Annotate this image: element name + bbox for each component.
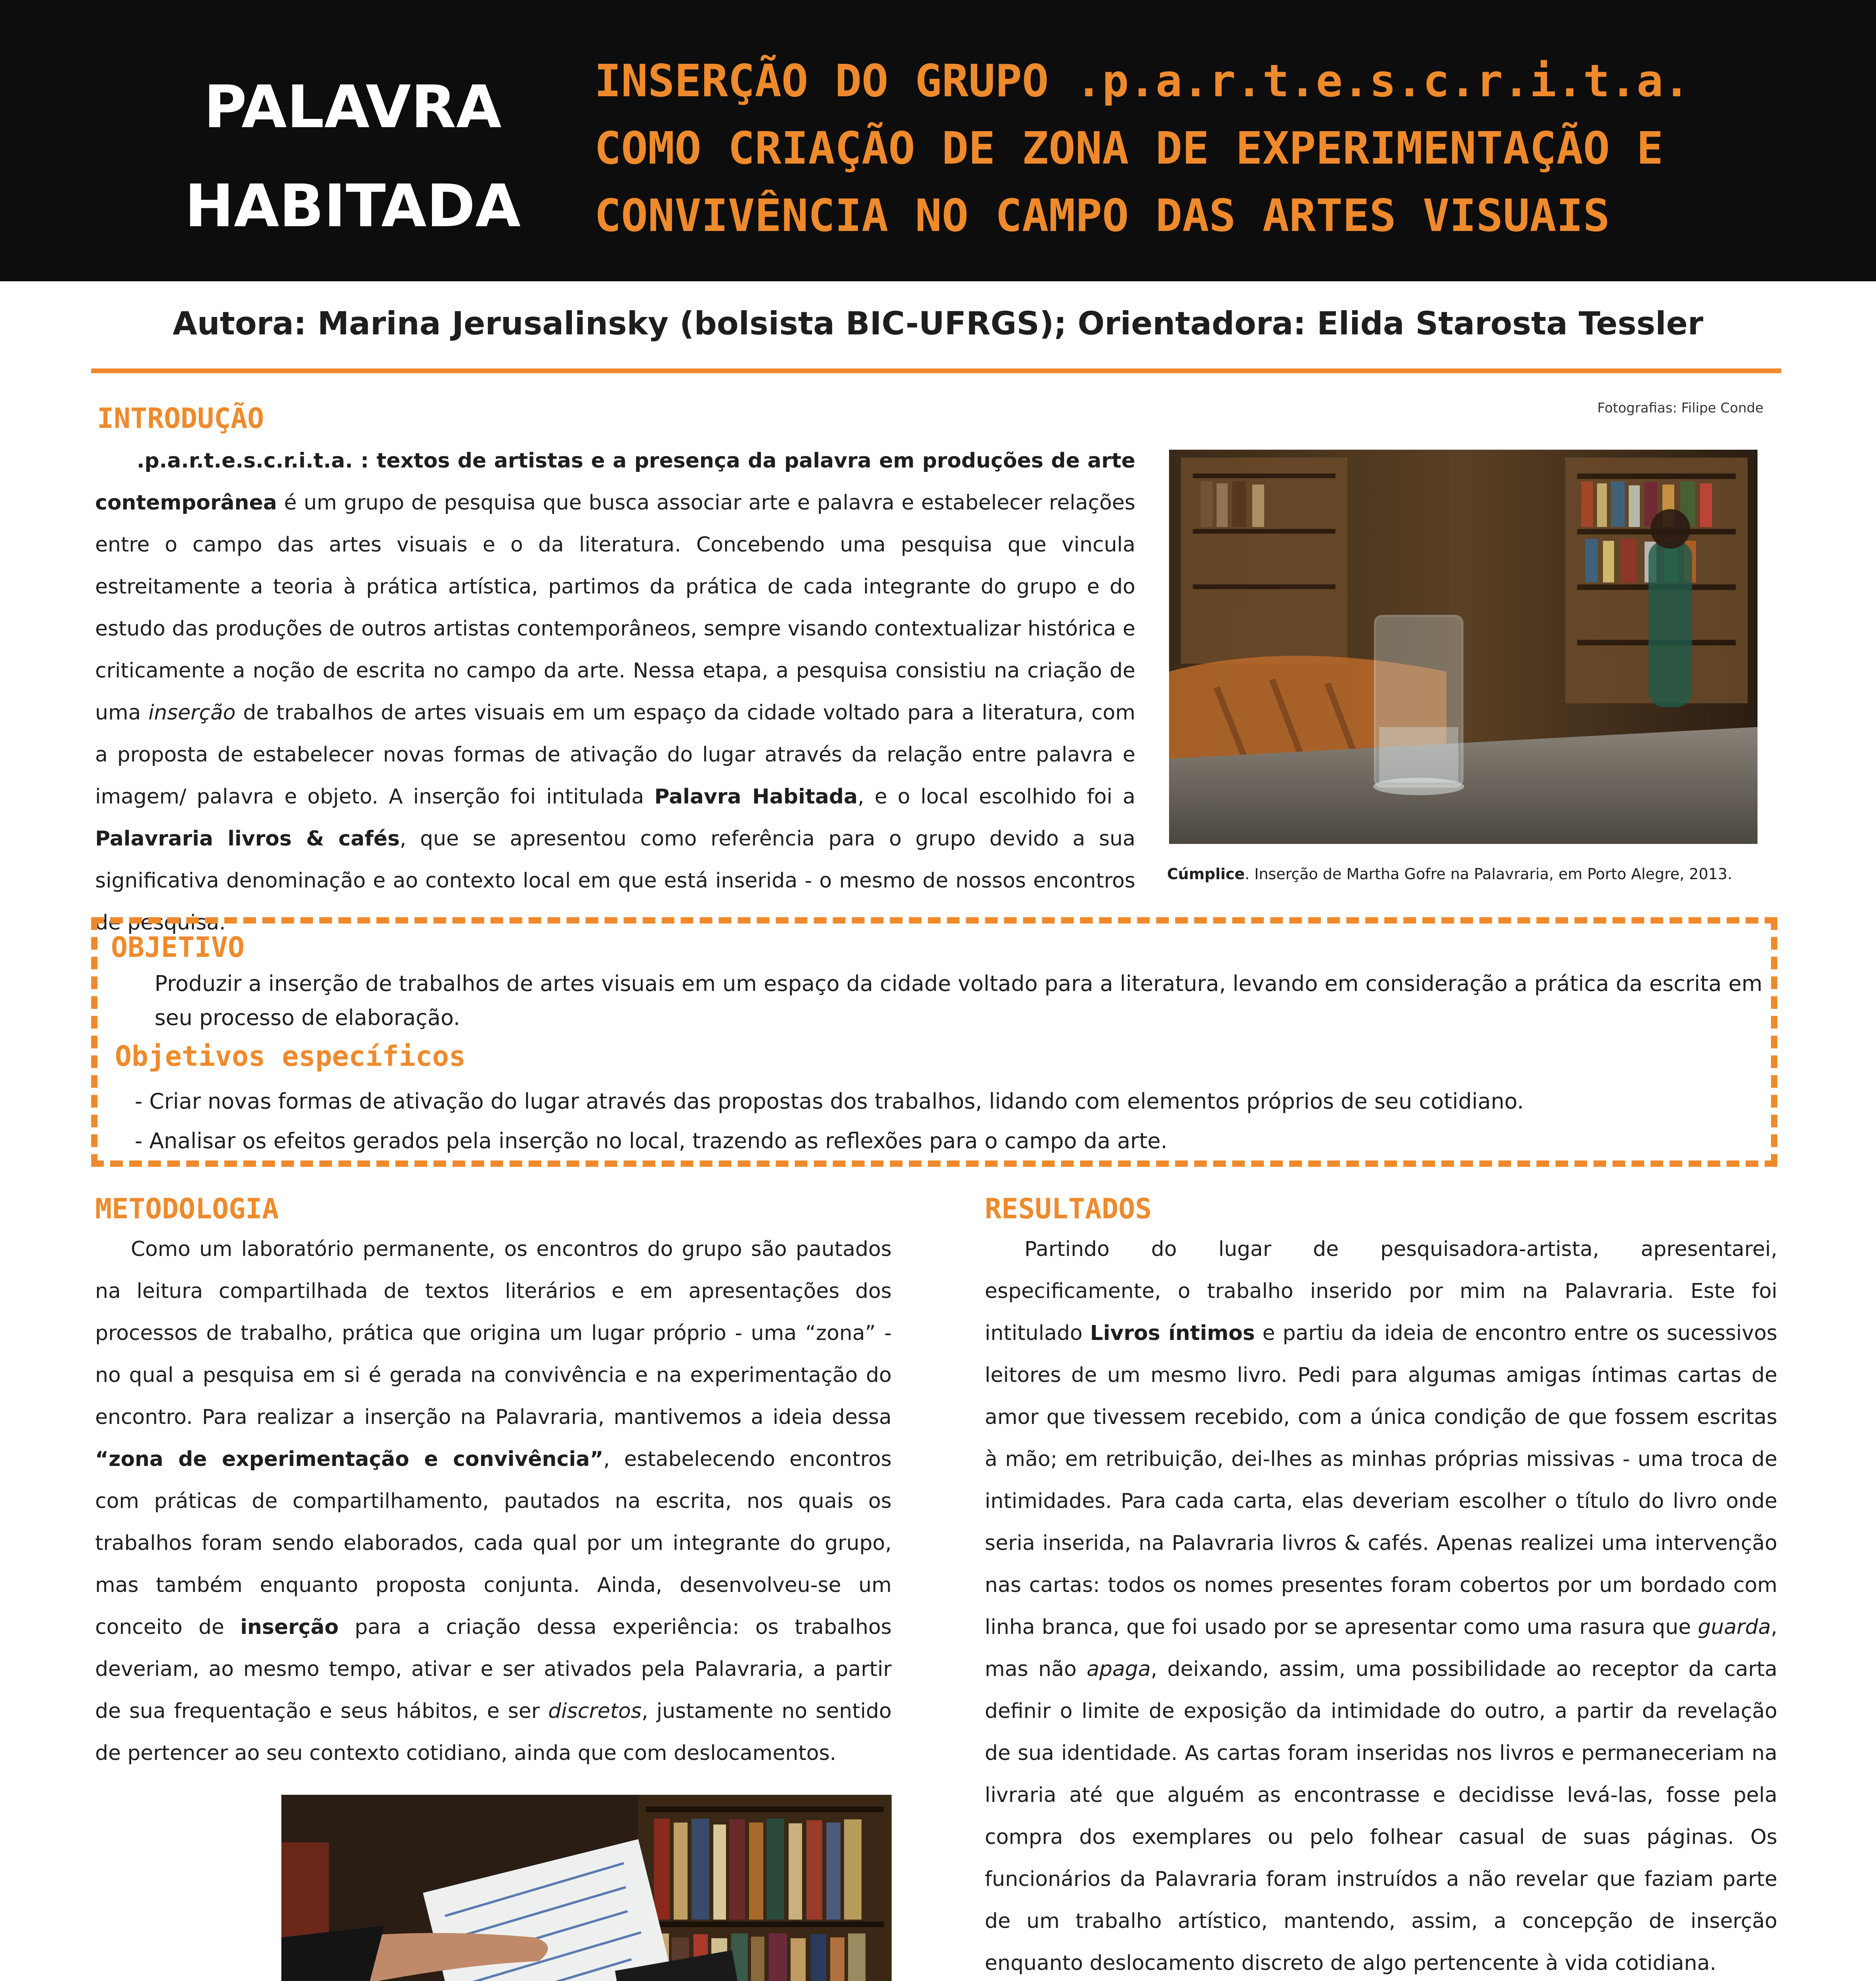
- poster-title: [594, 48, 1863, 250]
- intro-lead: .p.a.r.t.e.s.c.r.i.t.a. : textos de artistas e a presença da palavra em produções de arte contemporânea: [95, 449, 1135, 515]
- list-item: - Analisar os efeitos gerados pela inserção no local, trazendo as reflexões para o campo da arte.: [135, 1128, 1167, 1153]
- divider: [91, 368, 1781, 373]
- title-line-1: INSERÇÃO DO GRUPO .p.a.r.t.e.s.c.r.i.t.a.: [594, 55, 1690, 107]
- section-heading-resultados: RESULTADOS: [985, 1193, 1152, 1225]
- photo-livros-intimos: [281, 1795, 892, 1981]
- resultados-text: Partindo do lugar de pesquisadora-artista, apresentarei, especificamente, o trabalho inserido por mim na Palavraria. Este foi intitulado Livros íntimos e partiu da ideia de encontro entre os sucessivos leitores de um mesmo livro. Pedi para algumas amigas íntimas cartas de amor que tivessem recebido, com a única condição de que fossem escritas à mão; em retribuição, dei-lhes as minhas próprias missivas - uma troca de intimidades. Para cada carta, elas deveriam escolher o título do livro onde seria inserida, na Palavraria livros & cafés. Apenas realizei uma intervenção nas cartas: todos os nomes presentes foram cobertos por um bordado com linha branca, que foi usado por se apresentar como uma rasura que guarda, mas não apaga, deixando, assim, uma possibilidade ao receptor da carta definir o limite de exposição da intimidade do outro, a partir da revelação de sua identidade. As cartas foram inseridas nos livros e permaneceriam na livraria até que alguém as encontrasse e decidisse levá-las, fosse pela compra dos exemplares ou pelo folhear casual de suas páginas. Os funcionários da Palavraria foram instruídos a não revelar que faziam parte de um trabalho artístico, mantendo, assim, a concepção de inserção enquanto deslocamento discreto de algo pertencente à vida cotidiana.: [985, 1237, 1778, 1975]
- photo-credit: Fotografias: Filipe Conde: [1597, 400, 1763, 416]
- list-item: - Criar novas formas de ativação do lugar através das propostas dos trabalhos, lidando com elementos próprios de seu cotidiano.: [135, 1089, 1524, 1114]
- brand-line-1: PALAVRA: [204, 73, 502, 141]
- metodologia-text: Como um laboratório permanente, os encontros do grupo são pautados na leitura compartilhada de textos literários e em apresentações dos processos de trabalho, prática que origina um lugar próprio - uma “zona” - no qual a pesquisa em si é gerada na convivência e na experimentação do encontro. Para realizar a inserção na Palavraria, mantivemos a ideia dessa “zona de experimentação e convivência”, estabelecendo encontros com práticas de compartilhamento, pautados na escrita, nos quais os trabalhos foram sendo elaborados, cada qual por um integrante do grupo, mas também enquanto proposta conjunta. Ainda, desenvolveu-se um conceito de inserção para a criação dessa experiência: os trabalhos deveriam, ao mesmo tempo, ativar e ser ativados pela Palavraria, a partir de sua frequentação e seus hábitos, e ser discretos, justamente no sentido de pertencer ao seu contexto cotidiano, ainda que com deslocamentos.: [95, 1237, 892, 1765]
- photo-cumplice-caption: Cúmplice. Inserção de Martha Gofre na Palavraria, em Porto Alegre, 2013.: [1167, 865, 1733, 883]
- photo-cumplice: [1169, 450, 1758, 844]
- objetivos-list: [135, 1082, 1759, 1161]
- brand-line-2: HABITADA: [185, 172, 521, 240]
- title-line-3: CONVIVÊNCIA NO CAMPO DAS ARTES VISUAIS: [594, 190, 1610, 242]
- cafe-glass-photo: [1169, 450, 1758, 844]
- section-heading-introducao: INTRODUÇÃO: [97, 402, 264, 435]
- section-heading-objetivos-especificos: Objetivos específicos: [115, 1040, 466, 1073]
- objetivo-text: Produzir a inserção de trabalhos de artes visuais em um espaço da cidade voltado para a literatura, levando em consideração a prática da escrita em seu processo de elaboração.: [155, 971, 1763, 1030]
- title-line-2: COMO CRIAÇÃO DE ZONA DE EXPERIMENTAÇÃO E: [594, 123, 1664, 174]
- introducao-text: .p.a.r.t.e.s.c.r.i.t.a. : textos de artistas e a presença da palavra em produções de arte contemporânea é um grupo de pesquisa que busca associar arte e palavra e estabelecer relações entre o campo das artes visuais e o da literatura. Concebendo uma pesquisa que vincula estreitamente a teoria à prática artística, partimos da prática de cada integrante do grupo e do estudo das produções de outros artistas contemporâneos, sempre visando contextualizar histórica e criticamente a noção de escrita no campo da arte. Nessa etapa, a pesquisa consistiu na criação de uma inserção de trabalhos de artes visuais em um espaço da cidade voltado para a literatura, com a proposta de estabelecer novas formas de ativação do lugar através da relação entre palavra e imagem/ palavra e objeto. A inserção foi intitulada Palavra Habitada, e o local escolhido foi a Palavraria livros & cafés, que se apresentou como referência para o grupo devido a sua significativa denominação e ao contexto local em que está inserida - o mesmo de nossos encontros de pesquisa.: [95, 449, 1136, 935]
- section-heading-metodologia: METODOLOGIA: [95, 1193, 279, 1225]
- hands-letter-photo: [281, 1795, 892, 1981]
- authors-line: Autora: Marina Jerusalinsky (bolsista BIC-UFRGS); Orientadora: Elida Starosta Tessler: [172, 305, 1704, 342]
- poster-brand: [131, 57, 575, 256]
- section-heading-objetivo: OBJETIVO: [111, 931, 245, 964]
